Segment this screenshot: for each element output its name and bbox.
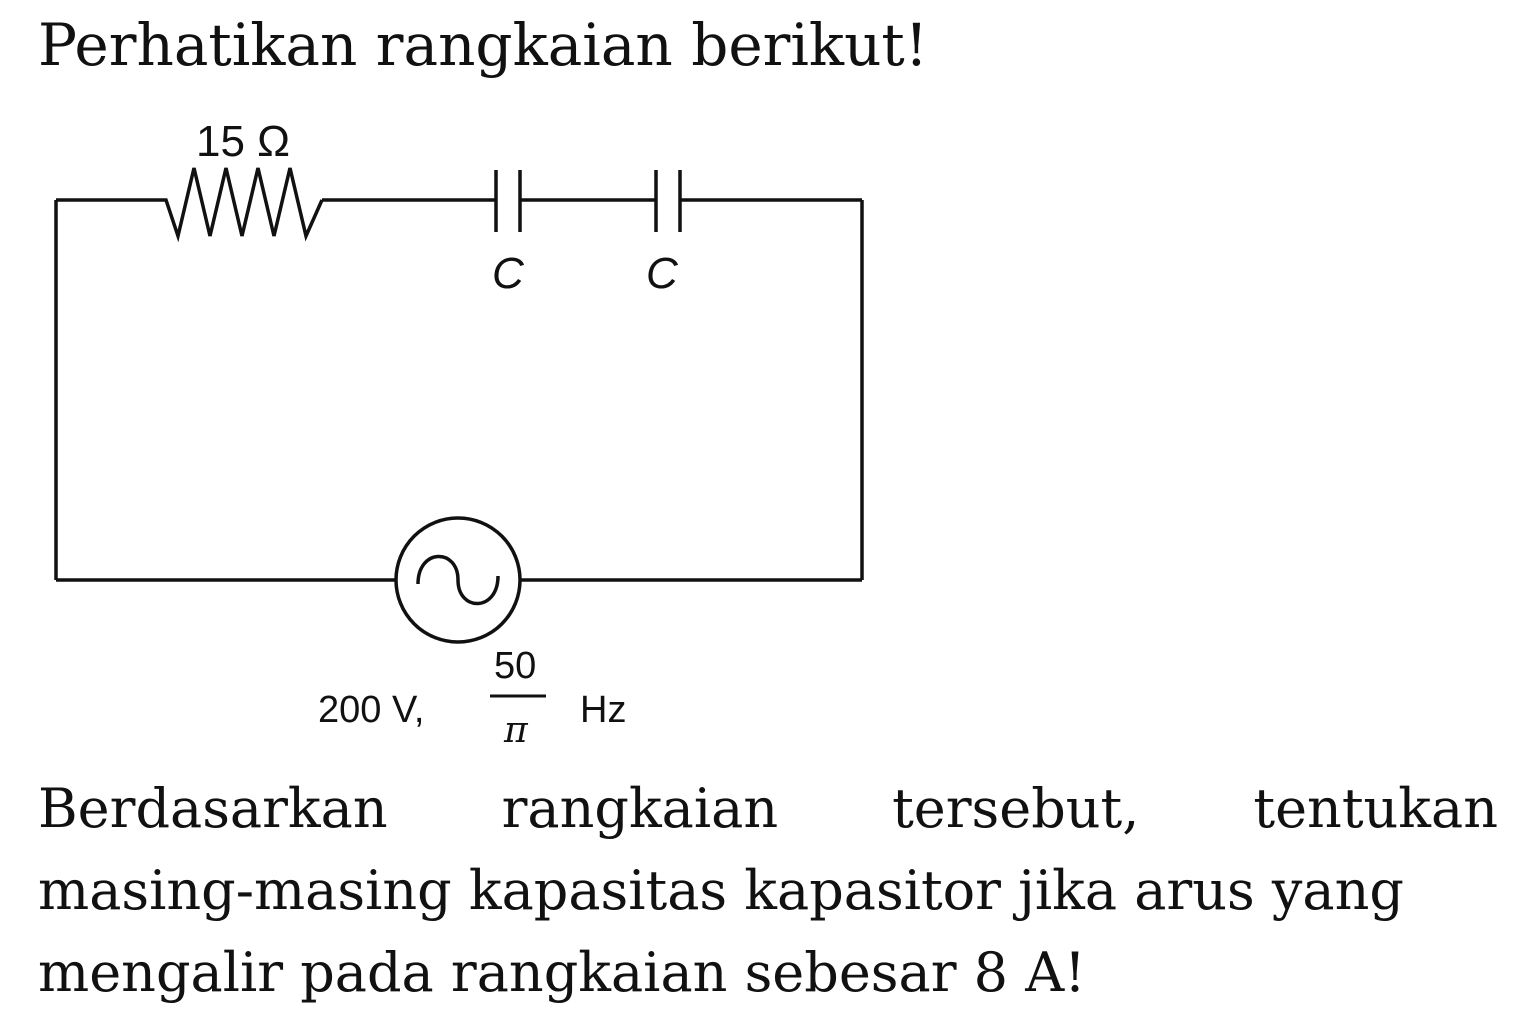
resistor-icon bbox=[152, 168, 322, 236]
question-line-1: Berdasarkan rangkaian tersebut, tentukan bbox=[38, 777, 1498, 840]
question-text bbox=[38, 768, 1498, 1014]
ac-source-icon bbox=[396, 518, 520, 642]
capacitor-1-icon bbox=[496, 170, 520, 232]
capacitor-2-label: C bbox=[646, 249, 678, 298]
question-line-2: masing-masing kapasitas kapasitor jika arus yang bbox=[38, 859, 1404, 922]
source-frequency-unit: Hz bbox=[580, 689, 627, 731]
intro-heading: Perhatikan rangkaian berikut! bbox=[38, 11, 929, 79]
source-frequency-numerator: 50 bbox=[494, 645, 537, 687]
resistor-label: 15 Ω bbox=[196, 117, 291, 166]
capacitor-2-icon bbox=[656, 170, 680, 232]
capacitor-1-label: C bbox=[492, 249, 524, 298]
source-frequency-denominator: π bbox=[504, 710, 528, 751]
question-line-3: mengalir pada rangkaian sebesar 8 A! bbox=[38, 941, 1086, 1004]
source-voltage-label: 200 V, bbox=[318, 689, 425, 731]
